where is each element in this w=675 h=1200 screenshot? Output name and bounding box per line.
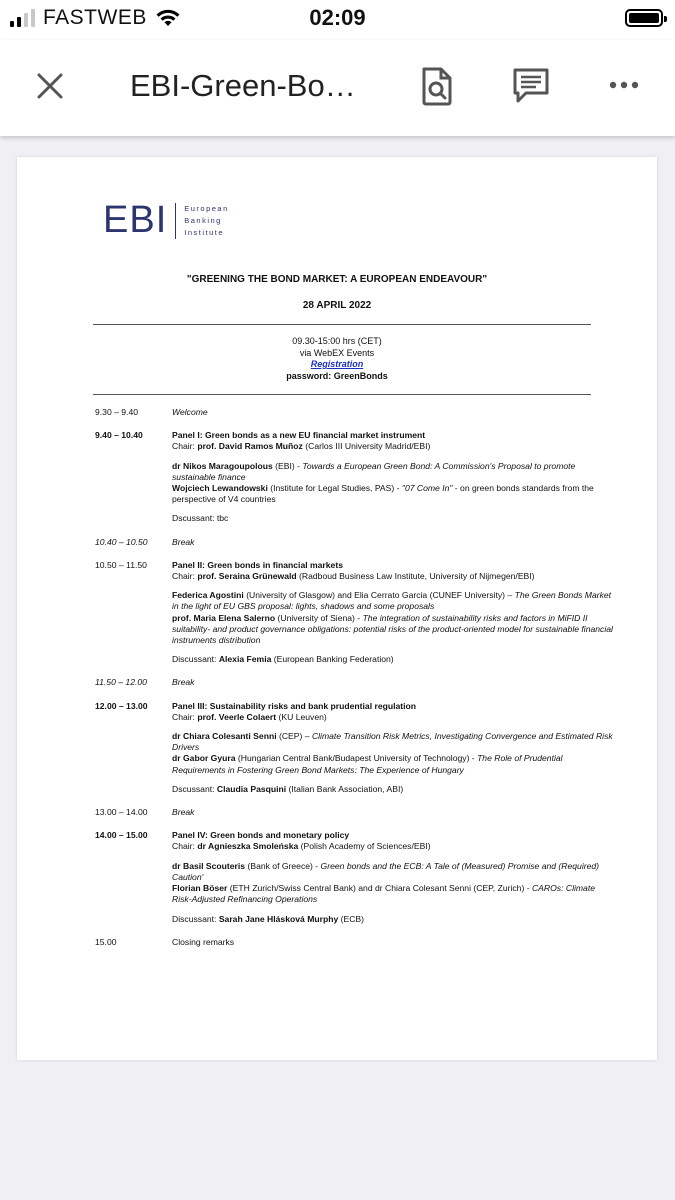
talk: Federica Agostini (University of Glasgow) and Elia Cerrato Garcia (CUNEF University) – The Green Bonds Market in the light of EU GBS proposal: lights, shadows and some proposals	[172, 590, 612, 612]
talk: dr Gabor Gyura (Hungarian Central Bank/Budapest University of Technology) - The Role of Prudential Requirements in Fostering Green Bond Markets: The Experience of Hungary	[172, 753, 563, 775]
pdf-page[interactable]	[17, 157, 657, 1060]
carrier-name: FASTWEB	[43, 6, 147, 29]
talk: prof. Maria Elena Salerno (University of Siena) - The integration of sustainability risks and factors in MiFID II suitability- and product governance obligations: potential risks of the product-oriented model for sustainable financial instruments distribution	[172, 612, 613, 646]
panel-chair: Chair: prof. David Ramos Muñoz (Carlos III University Madrid/EBI)	[172, 441, 431, 452]
divider	[93, 324, 591, 325]
event-platform: via WebEX Events	[299, 347, 375, 358]
ebi-logo: EBI European Banking Institute	[103, 199, 229, 241]
event-title: "GREENING THE BOND MARKET: A EUROPEAN ENDEAVOUR"	[186, 274, 488, 285]
search-document-icon[interactable]	[420, 66, 454, 106]
talk: dr Chiara Colesanti Senni (CEP) – Climate Transition Risk Metrics, Investigating Convergence and Estimated Risk Drivers	[172, 731, 613, 753]
panel-title: Panel I: Green bonds as a new EU financial market instrument	[172, 430, 426, 441]
document-title: EBI-Green-Bo…	[130, 68, 356, 103]
agenda-row: 15.00 Closing remarks	[95, 936, 235, 947]
comment-icon[interactable]	[512, 66, 550, 106]
panel-discussant: Dscussant: tbc	[172, 513, 229, 524]
status-bar	[0, 0, 675, 40]
agenda-row: 11.50 – 12.00 Break	[95, 677, 195, 688]
panel-discussant: Dscussant: Claudia Pasquini (Italian Bank Association, ABI)	[172, 783, 404, 794]
panel-chair: Chair: prof. Veerle Colaert (KU Leuven)	[172, 711, 327, 722]
panel-discussant: Discussant: Sarah Jane Hlásková Murphy (ECB)	[172, 913, 365, 924]
clock: 02:09	[309, 5, 366, 30]
agenda-row-panel-2: 10.50 – 11.50 Panel II: Green bonds in financial markets Chair: prof. Seraina Grünewald (Radboud Business Law Institute, University of Nijmegen/EBI) Federica Agostini (University of Glasgow) and Elia Cerrato Garcia (CUNEF University) – The Green Bonds Market in the light of EU GBS proposal: lights, shadows and some proposals prof. Maria Elena Salerno (University of Siena) - The integration of sustainability risks and factors in MiFID II suitability- and product governance obligations: potential risks of the product-oriented model for sustainable financial instruments distribution Discussant: Alexia Femia (European Banking Federation)	[95, 560, 615, 666]
agenda-row-panel-4: 14.00 – 15.00 Panel IV: Green bonds and monetary policy Chair: dr Agnieszka Smoleńska (Polish Academy of Sciences/EBI) dr Basil Scouteris (Bank of Greece) - Green bonds and the ECB: A Tale of (Measured) Promise and (Required) Caution' Florian Böser (ETH Zurich/Swiss Central Bank) and dr Chiara Colesant Senni (CEP, Zurich) - CAROs: Climate Risk-Adjusted Refinancing Operations Discussant: Sarah Jane Hlásková Murphy (ECB)	[95, 830, 615, 924]
viewer-toolbar	[0, 40, 675, 136]
panel-title: Panel IV: Green bonds and monetary policy	[172, 830, 350, 841]
talk: Wojciech Lewandowski (Institute for Legal Studies, PAS) - "07 Come In" - on green bonds standards from the perspective of V4 countries	[172, 483, 594, 505]
panel-chair: Chair: prof. Seraina Grünewald (Radboud Business Law Institute, University of Nijmegen/EBI)	[172, 571, 535, 582]
agenda-row: 13.00 – 14.00 Break	[95, 807, 195, 818]
panel-chair: Chair: dr Agnieszka Smoleńska (Polish Academy of Sciences/EBI)	[172, 841, 431, 852]
registration-link[interactable]: Registration	[310, 359, 364, 369]
agenda-row: 9.30 – 9.40 Welcome	[95, 407, 208, 417]
agenda-row-panel-3: 12.00 – 13.00 Panel III: Sustainability risks and bank prudential regulation Chair: prof. Veerle Colaert (KU Leuven) dr Chiara Colesanti Senni (CEP) – Climate Transition Risk Metrics, Investigating Convergence and Estimated Risk Drivers dr Gabor Gyura (Hungarian Central Bank/Budapest University of Technology) - The Role of Prudential Requirements in Fostering Green Bond Markets: The Experience of Hungary Dscussant: Claudia Pasquini (Italian Bank Association, ABI)	[95, 701, 615, 795]
talk: dr Basil Scouteris (Bank of Greece) - Green bonds and the ECB: A Tale of (Measured) Promise and (Required) Caution'	[172, 860, 600, 882]
agenda-row: 10.40 – 10.50 Break	[95, 536, 195, 547]
agenda	[95, 407, 615, 948]
talk: Florian Böser (ETH Zurich/Swiss Central Bank) and dr Chiara Colesant Senni (CEP, Zurich) - CAROs: Climate Risk-Adjusted Refinancing Operations	[172, 883, 595, 905]
more-options-icon[interactable]	[608, 80, 640, 90]
panel-discussant: Discussant: Alexia Femia (European Banking Federation)	[172, 654, 394, 665]
talk: dr Nikos Maragoupolous (EBI) - Towards a European Green Bond: A Commission's Proposal to promote sustainable finance	[172, 460, 576, 482]
panel-title: Panel III: Sustainability risks and bank prudential regulation	[172, 700, 417, 711]
event-hours: 09.30-15:00 hrs (CET)	[292, 336, 382, 346]
event-date: 28 APRIL 2022	[302, 300, 372, 311]
battery-icon	[625, 9, 663, 27]
event-details	[17, 336, 657, 382]
divider	[93, 394, 591, 395]
panel-title: Panel II: Green bonds in financial markets	[172, 559, 343, 570]
close-icon[interactable]	[36, 72, 64, 100]
event-password: password: GreenBonds	[286, 370, 388, 381]
agenda-row-panel-1: 9.40 – 10.40 Panel I: Green bonds as a new EU financial market instrument Chair: prof. David Ramos Muñoz (Carlos III University Madrid/EBI) dr Nikos Maragoupolous (EBI) - Towards a European Green Bond: A Commission's Proposal to promote sustainable finance Wojciech Lewandowski (Institute for Legal Studies, PAS) - "07 Come In" - on green bonds standards from the perspective of V4 countries Dscussant: tbc	[95, 430, 615, 524]
